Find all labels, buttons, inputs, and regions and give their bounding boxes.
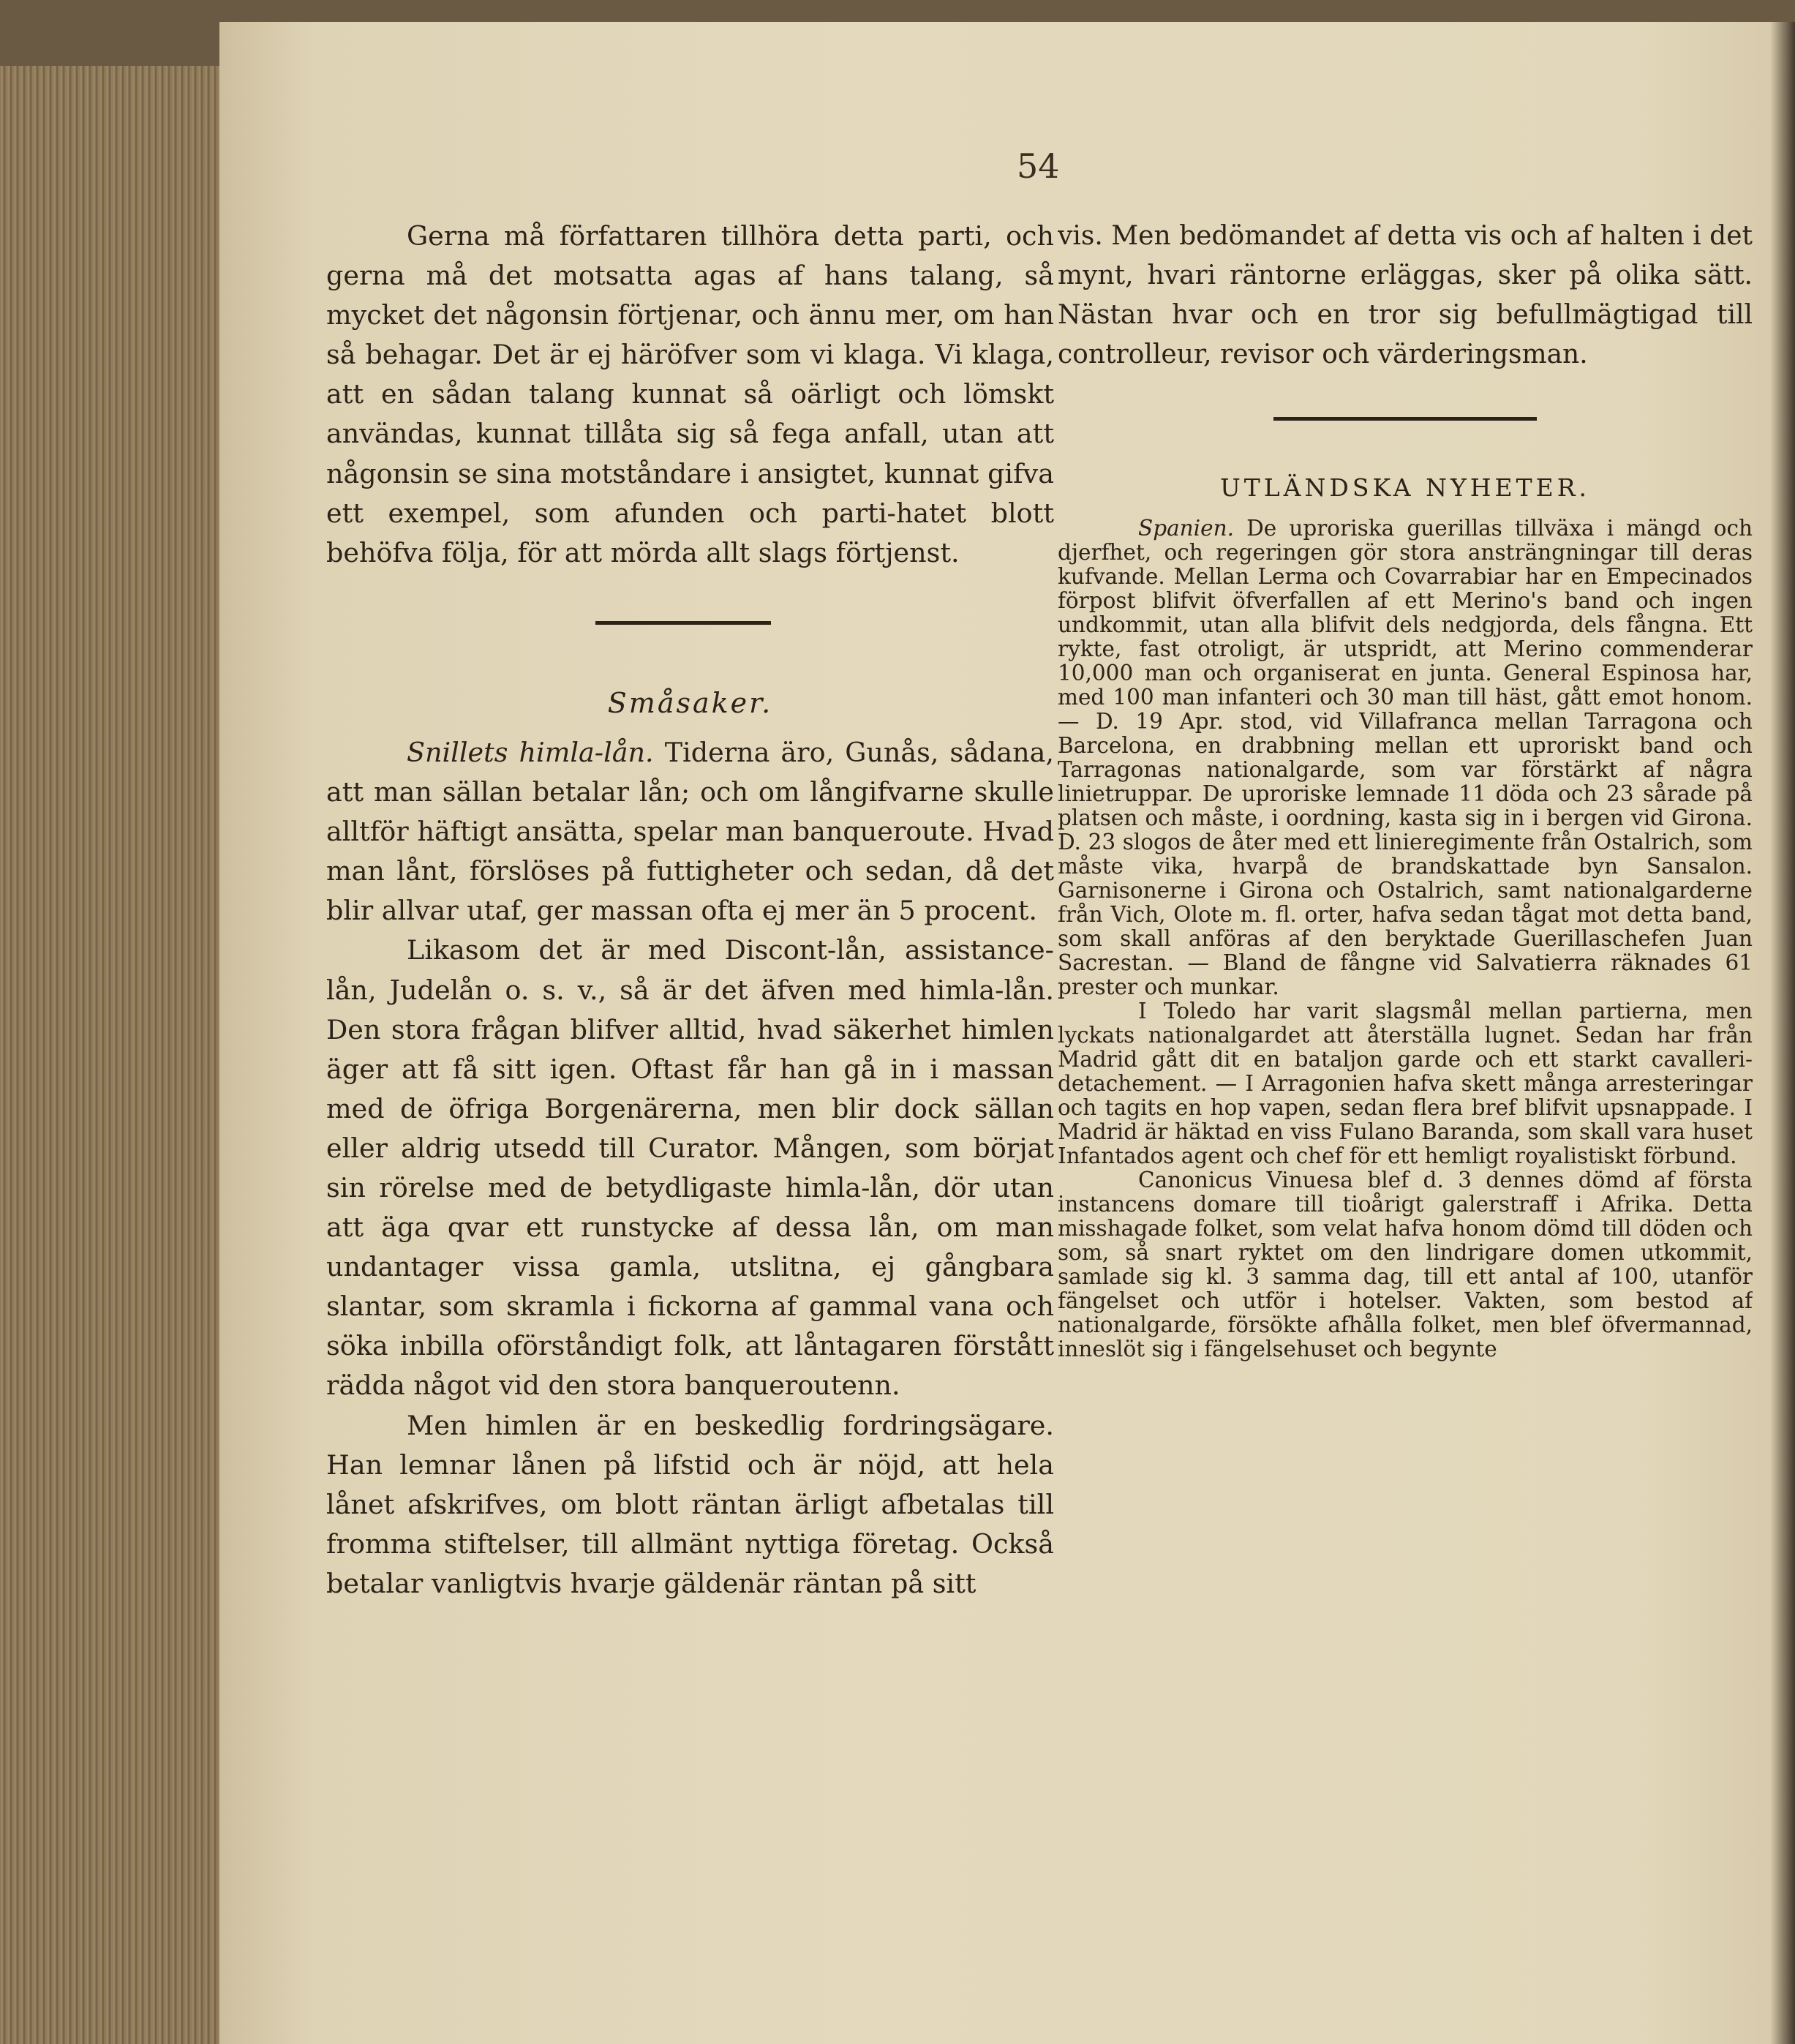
paragraph-lead-title: Spanien. <box>1138 516 1234 541</box>
right-paragraph-2: I Toledo har varit slagsmål mellan partierna, men lyckats nationalgardet att återställa lugnet. Sedan har från Madrid gått dit en bataljon garde och ett starkt cavalleri-detachement. — I Arragonien hafva skett många arresteringar och tagits en hop vapen, sedan flera bref blifvit upsnappade. I Madrid är häktad en viss Fulano Baranda, som skall vara huset Infantados agent och chef för ett hemligt royalistiskt förbund. <box>1058 999 1753 1168</box>
right-paragraph-1 <box>1058 516 1753 999</box>
paragraph-body: Tiderna äro, Gunås, sådana, att man sällan betalar lån; och om långifvarne skulle alltför häftigt ansätta, spelar man banqueroute. Hvad man lånt, förslöses på futtigheter och sedan, då det blir allvar utaf, ger massan ofta ej mer än 5 procent. <box>326 736 1054 927</box>
right-column <box>1058 217 1753 1899</box>
page-number: 54 <box>1017 146 1060 186</box>
left-column <box>326 217 1054 1863</box>
paragraph-body: De uproriska guerillas tillväxa i mängd och djerfhet, och regeringen gör stora ansträngningar till deras kufvande. Mellan Lerma och Covarrabiar har en Empecinados förpost blifvit öfverfallen af ett Merino's band och ingen undkommit, utan alla blifvit dels nedgjorda, dels fångna. Ett rykte, fast otroligt, är utspridt, att Merino commenderar 10,000 man och organiserat en junta. General Espinosa har, med 100 man infanteri och 30 man till häst, gått emot honom. — D. 19 Apr. stod, vid Villafranca mellan Tarragona och Barcelona, en drabbning mellan ett uproriskt band och Tarragonas nationalgarde, som var förstärkt af några linietruppar. De uproriske lemnade 11 döda och 23 sårade på platsen och måste, i oordning, kasta sig in i bergen vid Girona. D. 23 slogos de åter med ett linieregimente från Ostalrich, som måste vika, hvarpå de brandskattade byn Sansalon. Garnisonerne i Girona och Ostalrich, samt nationalgarderne från Vich, Olote m. fl. orter, hafva sedan tågat mot detta band, som skall anföras af den beryktade Guerillaschefen Juan Sacrestan. — Bland de fångne vid Salvatierra räknades 61 prester och munkar. <box>1058 516 1753 999</box>
right-paragraph-3: Canonicus Vinuesa blef d. 3 dennes dömd af första instancens domare till tioårigt galerstraff i Afrika. Detta misshagade folket, som velat hafva honom dömd till döden och som, så snart ryktet om den lindrigare domen utkommit, samlade sig kl. 3 samma dag, till ett antal af 100, utanför fängelset och utför i hotelser. Vakten, som bestod af nationalgarde, försökte afhålla folket, men blef öfvermannad, inneslöt sig i fängelsehuset och begynte <box>1058 1168 1753 1361</box>
left-paragraph-4: Men himlen är en beskedlig fordringsägare. Han lemnar lånen på lifstid och är nöjd, att hela lånet afskrifves, om blott räntan ärligt afbetalas till fromma stiftelser, till allmänt nyttiga företag. Också betalar vanligtvis hvarje gäldenär räntan på sitt <box>326 1409 1054 1599</box>
spine-shadow <box>1770 22 1795 2044</box>
left-paragraph-3: Likasom det är med Discont-lån, assistance-lån, Judelån o. s. v., så är det äfven med himla-lån. Den stora frågan blifver alltid, hvad säkerhet himlen äger att få sitt igen. Oftast får han gå in i massan med de öfriga Borgenärerna, men blir dock sällan eller aldrig utsedd till Curator. Mången, som börjat sin rörelse med de betydligaste himla-lån, dör utan att äga qvar ett runstycke af dessa lån, om man undantager vissa gamla, utslitna, ej gångbara slantar, som skramla i fickorna af gammal vana och söka inbilla oförståndigt folk, att låntagaren förstått rädda något vid den stora banqueroutenn. <box>326 934 1054 1402</box>
section-heading-smasaker: Småsaker. <box>607 686 773 719</box>
left-paragraph-1: Gerna må författaren tillhöra detta parti, och gerna må det motsatta agas af hans talang, så mycket det någonsin förtjenar, och ännu mer, om han så behagar. Det är ej häröfver som vi klaga. Vi klaga, att en sådan talang kunnat så oärligt och lömskt användas, kunnat tillåta sig så fega anfall, utan att någonsin se sina motståndare i ansigtet, kunnat gifva ett exempel, som afunden och parti-hatet blott behöfva följa, för att mörda allt slags förtjenst. <box>326 220 1054 568</box>
section-divider-right <box>1273 417 1537 421</box>
paragraph-lead-title: Snillets himla-lån. <box>407 736 654 768</box>
section-heading-utlandska-nyheter: UTLÄNDSKA NYHETER. <box>1219 473 1591 502</box>
right-continuation: vis. Men bedömandet af detta vis och af halten i det mynt, hvari räntorne erläggas, sker på olika sätt. Nästan hvar och en tror sig befullmägtigad till controlleur, revisor och värderingsman. <box>1058 221 1753 369</box>
left-paragraph-2 <box>326 733 1054 931</box>
book-page-edges <box>0 66 219 2044</box>
section-divider-left <box>595 621 771 625</box>
